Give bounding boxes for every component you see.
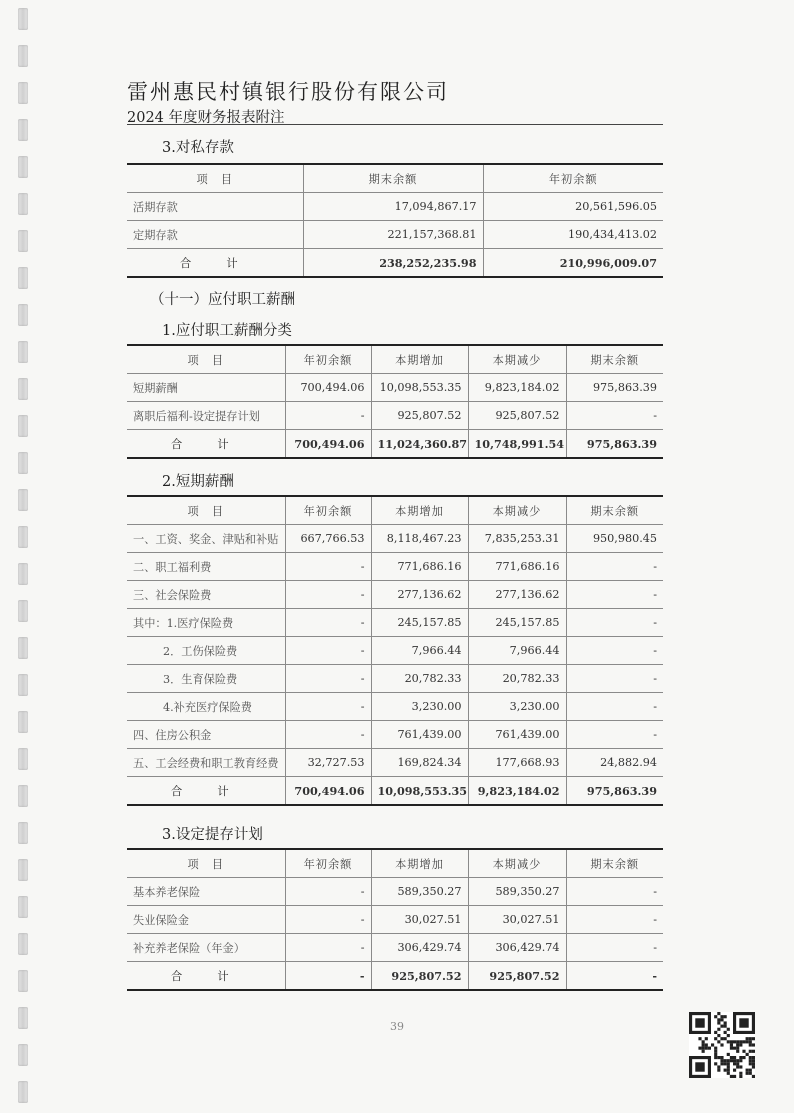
cell-value: 9,823,184.02 — [468, 374, 566, 402]
row-label: 四、住房公积金 — [127, 721, 285, 749]
page-number: 39 — [390, 1020, 404, 1033]
qr-module — [702, 1043, 705, 1046]
classification-title: 1.应付职工薪酬分类 — [162, 323, 292, 339]
qr-module — [749, 1037, 752, 1040]
qr-module — [739, 1072, 742, 1075]
qr-module — [714, 1031, 717, 1034]
table-row — [127, 749, 663, 777]
binding-hole — [18, 600, 28, 622]
qr-module — [702, 1050, 705, 1053]
cell-value: 221,157,368.81 — [303, 221, 483, 249]
table-row — [127, 402, 663, 430]
table-row — [127, 878, 663, 906]
qr-module — [739, 1043, 742, 1046]
column-header: 项 目 — [127, 345, 285, 374]
cell-value: - — [285, 934, 371, 962]
table-row — [127, 693, 663, 721]
cell-value: - — [285, 402, 371, 430]
cell-value: 20,782.33 — [371, 665, 468, 693]
qr-module — [705, 1037, 708, 1040]
qr-module — [752, 1062, 755, 1065]
qr-module — [749, 1062, 752, 1065]
cell-value: - — [285, 878, 371, 906]
cell-value: 30,027.51 — [468, 906, 566, 934]
binding-hole — [18, 822, 28, 844]
cell-value: 7,835,253.31 — [468, 525, 566, 553]
qr-module — [720, 1025, 723, 1028]
qr-module — [714, 1015, 717, 1018]
qr-module — [724, 1062, 727, 1065]
column-header: 本期减少 — [468, 496, 566, 525]
column-header: 本期增加 — [371, 345, 468, 374]
cell-value: - — [566, 878, 663, 906]
cell-value: 975,863.39 — [566, 374, 663, 402]
qr-module — [717, 1012, 720, 1015]
qr-module — [749, 1040, 752, 1043]
qr-module — [717, 1028, 720, 1031]
qr-module — [746, 1072, 749, 1075]
row-label: 五、工会经费和职工教育经费 — [127, 749, 285, 777]
cell-value: - — [285, 553, 371, 581]
binding-edge — [0, 0, 40, 1113]
cell-value: - — [285, 665, 371, 693]
row-label: 补充养老保险（年金） — [127, 934, 285, 962]
total-value: 11,024,360.87 — [371, 430, 468, 459]
table-row — [127, 721, 663, 749]
row-label: 其中：1.医疗保险费 — [127, 609, 285, 637]
cell-value: - — [566, 934, 663, 962]
table-row — [127, 221, 663, 249]
row-label: 三、社会保险费 — [127, 581, 285, 609]
column-header: 本期减少 — [468, 849, 566, 878]
total-value: 9,823,184.02 — [468, 777, 566, 806]
qr-module — [733, 1059, 736, 1062]
qr-module — [724, 1031, 727, 1034]
qr-module — [739, 1059, 742, 1062]
binding-hole — [18, 859, 28, 881]
qr-module — [730, 1043, 733, 1046]
cell-value: 10,098,553.35 — [371, 374, 468, 402]
column-header: 期末余额 — [566, 345, 663, 374]
qr-module — [708, 1047, 711, 1050]
column-header: 期末余额 — [566, 849, 663, 878]
qr-module — [727, 1053, 730, 1056]
qr-module — [724, 1059, 727, 1062]
qr-module — [714, 1037, 717, 1040]
qr-module — [727, 1028, 730, 1031]
qr-module — [752, 1065, 755, 1068]
qr-module — [714, 1053, 717, 1056]
binding-hole — [18, 8, 28, 30]
total-label: 合 计 — [127, 430, 285, 459]
table-row — [127, 665, 663, 693]
qr-module — [727, 1069, 730, 1072]
qr-module — [717, 1065, 720, 1068]
cell-value: - — [566, 402, 663, 430]
table-header-row — [127, 345, 663, 374]
qr-module — [730, 1059, 733, 1062]
cell-value: - — [566, 693, 663, 721]
qr-module — [695, 1018, 704, 1027]
total-value: 10,098,553.35 — [371, 777, 468, 806]
qr-module — [733, 1069, 736, 1072]
cell-value: 177,668.93 — [468, 749, 566, 777]
column-header: 项 目 — [127, 164, 303, 193]
cell-value: - — [566, 581, 663, 609]
cell-value: 24,882.94 — [566, 749, 663, 777]
qr-module — [727, 1059, 730, 1062]
deposits-table — [127, 163, 663, 278]
qr-module — [695, 1062, 704, 1071]
total-value: - — [285, 962, 371, 991]
qr-module — [739, 1040, 742, 1043]
cell-value: - — [566, 665, 663, 693]
cell-value: 8,118,467.23 — [371, 525, 468, 553]
binding-hole — [18, 1081, 28, 1103]
qr-module — [749, 1059, 752, 1062]
binding-hole — [18, 267, 28, 289]
total-value: 210,996,009.07 — [483, 249, 663, 278]
qr-module — [739, 1056, 742, 1059]
total-row — [127, 777, 663, 806]
binding-hole — [18, 45, 28, 67]
qr-module — [724, 1025, 727, 1028]
qr-module — [714, 1050, 717, 1053]
qr-module — [752, 1050, 755, 1053]
cell-value: - — [566, 906, 663, 934]
cell-value: 190,434,413.02 — [483, 221, 663, 249]
qr-module — [739, 1065, 742, 1068]
binding-hole — [18, 526, 28, 548]
binding-hole — [18, 156, 28, 178]
qr-module — [702, 1040, 705, 1043]
company-name: 雷州惠民村镇银行股份有限公司 — [127, 80, 449, 104]
qr-module — [749, 1056, 752, 1059]
cell-value: 3,230.00 — [371, 693, 468, 721]
qr-module — [720, 1062, 723, 1065]
qr-module — [730, 1047, 733, 1050]
total-row — [127, 249, 663, 278]
qr-module — [727, 1062, 730, 1065]
total-value: 10,748,991.54 — [468, 430, 566, 459]
qr-module — [714, 1047, 717, 1050]
payroll-section-title: （十一）应付职工薪酬 — [150, 292, 295, 308]
cell-value: 7,966.44 — [468, 637, 566, 665]
cell-value: - — [285, 906, 371, 934]
qr-module — [717, 1018, 720, 1021]
qr-module — [746, 1037, 749, 1040]
cell-value: 245,157.85 — [468, 609, 566, 637]
qr-module — [736, 1062, 739, 1065]
short-term-table — [127, 495, 663, 806]
table-header-row — [127, 496, 663, 525]
row-label: 离职后福利-设定提存计划 — [127, 402, 285, 430]
qr-module — [733, 1056, 736, 1059]
column-header: 本期增加 — [371, 496, 468, 525]
table-row — [127, 581, 663, 609]
binding-hole — [18, 82, 28, 104]
cell-value: 589,350.27 — [468, 878, 566, 906]
binding-hole — [18, 119, 28, 141]
qr-module — [736, 1050, 739, 1053]
qr-module — [711, 1043, 714, 1046]
qr-module — [724, 1069, 727, 1072]
qr-module — [736, 1047, 739, 1050]
cell-value: - — [285, 637, 371, 665]
qr-module — [730, 1075, 733, 1078]
column-header: 年初余额 — [285, 496, 371, 525]
total-value: 700,494.06 — [285, 777, 371, 806]
row-label: 短期薪酬 — [127, 374, 285, 402]
column-header: 年初余额 — [285, 849, 371, 878]
row-label: 基本养老保险 — [127, 878, 285, 906]
qr-module — [730, 1040, 733, 1043]
cell-value: 306,429.74 — [371, 934, 468, 962]
binding-hole — [18, 1044, 28, 1066]
qr-module — [742, 1056, 745, 1059]
binding-hole — [18, 748, 28, 770]
column-header: 期末余额 — [566, 496, 663, 525]
cell-value: 20,782.33 — [468, 665, 566, 693]
table-row — [127, 906, 663, 934]
qr-module — [733, 1062, 736, 1065]
qr-code-icon — [689, 1012, 755, 1078]
total-value: 238,252,235.98 — [303, 249, 483, 278]
cell-value: 700,494.06 — [285, 374, 371, 402]
row-label: 定期存款 — [127, 221, 303, 249]
qr-module — [717, 1040, 720, 1043]
header-rule — [127, 124, 663, 125]
cell-value: 277,136.62 — [468, 581, 566, 609]
qr-module — [724, 1021, 727, 1024]
cell-value: 169,824.34 — [371, 749, 468, 777]
cell-value: 950,980.45 — [566, 525, 663, 553]
binding-hole — [18, 933, 28, 955]
cell-value: 30,027.51 — [371, 906, 468, 934]
qr-module — [739, 1018, 748, 1027]
total-label: 合 计 — [127, 962, 285, 991]
column-header: 年初余额 — [483, 164, 663, 193]
qr-module — [752, 1059, 755, 1062]
total-value: 700,494.06 — [285, 430, 371, 459]
qr-module — [749, 1050, 752, 1053]
qr-module — [746, 1069, 749, 1072]
cell-value: 589,350.27 — [371, 878, 468, 906]
cell-value: 277,136.62 — [371, 581, 468, 609]
table-row — [127, 525, 663, 553]
binding-hole — [18, 896, 28, 918]
total-value: 925,807.52 — [371, 962, 468, 991]
qr-module — [742, 1050, 745, 1053]
qr-module — [736, 1040, 739, 1043]
qr-module — [736, 1043, 739, 1046]
cell-value: - — [285, 721, 371, 749]
binding-hole — [18, 785, 28, 807]
deposits-title: 3.对私存款 — [162, 140, 234, 156]
qr-module — [720, 1015, 723, 1018]
cell-value: 306,429.74 — [468, 934, 566, 962]
row-label: 二、职工福利费 — [127, 553, 285, 581]
qr-module — [717, 1034, 720, 1037]
cell-value: 17,094,867.17 — [303, 193, 483, 221]
cell-value: - — [285, 693, 371, 721]
row-label: 活期存款 — [127, 193, 303, 221]
table-row — [127, 374, 663, 402]
row-label: 4.补充医疗保险费 — [127, 693, 285, 721]
binding-hole — [18, 452, 28, 474]
qr-module — [720, 1059, 723, 1062]
cell-value: 3,230.00 — [468, 693, 566, 721]
qr-module — [727, 1034, 730, 1037]
binding-hole — [18, 637, 28, 659]
qr-module — [727, 1072, 730, 1075]
table-row — [127, 193, 663, 221]
row-label: 3．生育保险费 — [127, 665, 285, 693]
cell-value: 925,807.52 — [468, 402, 566, 430]
qr-module — [705, 1043, 708, 1046]
column-header: 年初余额 — [285, 345, 371, 374]
qr-module — [720, 1037, 723, 1040]
row-label: 失业保险金 — [127, 906, 285, 934]
binding-hole — [18, 378, 28, 400]
qr-module — [749, 1069, 752, 1072]
total-label: 合 计 — [127, 249, 303, 278]
total-value: 975,863.39 — [566, 777, 663, 806]
binding-hole — [18, 193, 28, 215]
total-row — [127, 962, 663, 991]
binding-hole — [18, 489, 28, 511]
defined-contribution-table — [127, 848, 663, 991]
qr-module — [752, 1075, 755, 1078]
total-value: 925,807.52 — [468, 962, 566, 991]
qr-module — [720, 1043, 723, 1046]
qr-module — [730, 1056, 733, 1059]
table-row — [127, 553, 663, 581]
binding-hole — [18, 674, 28, 696]
report-title: 2024 年度财务报表附注 — [127, 110, 285, 126]
qr-module — [717, 1056, 720, 1059]
total-value: - — [566, 962, 663, 991]
qr-module — [705, 1047, 708, 1050]
qr-module — [724, 1037, 727, 1040]
binding-hole — [18, 341, 28, 363]
cell-value: - — [566, 609, 663, 637]
qr-module — [714, 1062, 717, 1065]
cell-value: 925,807.52 — [371, 402, 468, 430]
binding-hole — [18, 563, 28, 585]
column-header: 项 目 — [127, 496, 285, 525]
qr-module — [742, 1040, 745, 1043]
qr-module — [698, 1037, 701, 1040]
short-term-title: 2.短期薪酬 — [162, 474, 234, 490]
qr-module — [733, 1040, 736, 1043]
binding-hole — [18, 711, 28, 733]
qr-module — [736, 1059, 739, 1062]
binding-hole — [18, 304, 28, 326]
table-header-row — [127, 164, 663, 193]
cell-value: 667,766.53 — [285, 525, 371, 553]
qr-module — [752, 1037, 755, 1040]
cell-value: 32,727.53 — [285, 749, 371, 777]
total-label: 合 计 — [127, 777, 285, 806]
column-header: 期末余额 — [303, 164, 483, 193]
cell-value: 245,157.85 — [371, 609, 468, 637]
qr-module — [736, 1065, 739, 1068]
cell-value: 20,561,596.05 — [483, 193, 663, 221]
table-header-row — [127, 849, 663, 878]
binding-hole — [18, 230, 28, 252]
qr-module — [702, 1047, 705, 1050]
qr-module — [752, 1056, 755, 1059]
qr-module — [733, 1047, 736, 1050]
classification-table — [127, 344, 663, 459]
cell-value: 7,966.44 — [371, 637, 468, 665]
qr-module — [717, 1069, 720, 1072]
row-label: 2．工伤保险费 — [127, 637, 285, 665]
column-header: 本期减少 — [468, 345, 566, 374]
qr-module — [746, 1053, 749, 1056]
qr-module — [749, 1043, 752, 1046]
qr-module — [749, 1072, 752, 1075]
binding-hole — [18, 970, 28, 992]
cell-value: - — [566, 721, 663, 749]
column-header: 项 目 — [127, 849, 285, 878]
qr-module — [698, 1047, 701, 1050]
cell-value: - — [566, 637, 663, 665]
qr-module — [720, 1056, 723, 1059]
binding-hole — [18, 415, 28, 437]
column-header: 本期增加 — [371, 849, 468, 878]
table-row — [127, 609, 663, 637]
qr-module — [720, 1018, 723, 1021]
row-label: 一、工资、奖金、津贴和补贴 — [127, 525, 285, 553]
total-value: 975,863.39 — [566, 430, 663, 459]
qr-module — [714, 1056, 717, 1059]
qr-module — [746, 1040, 749, 1043]
table-row — [127, 637, 663, 665]
qr-module — [739, 1075, 742, 1078]
qr-module — [752, 1043, 755, 1046]
qr-module — [733, 1075, 736, 1078]
total-row — [127, 430, 663, 459]
cell-value: 771,686.16 — [468, 553, 566, 581]
qr-module — [717, 1021, 720, 1024]
cell-value: - — [285, 581, 371, 609]
cell-value: 761,439.00 — [371, 721, 468, 749]
defined-contribution-title: 3.设定提存计划 — [162, 827, 263, 843]
qr-module — [727, 1040, 730, 1043]
table-row — [127, 934, 663, 962]
cell-value: 771,686.16 — [371, 553, 468, 581]
qr-module — [724, 1015, 727, 1018]
cell-value: 761,439.00 — [468, 721, 566, 749]
cell-value: - — [566, 553, 663, 581]
cell-value: - — [285, 609, 371, 637]
qr-module — [727, 1065, 730, 1068]
